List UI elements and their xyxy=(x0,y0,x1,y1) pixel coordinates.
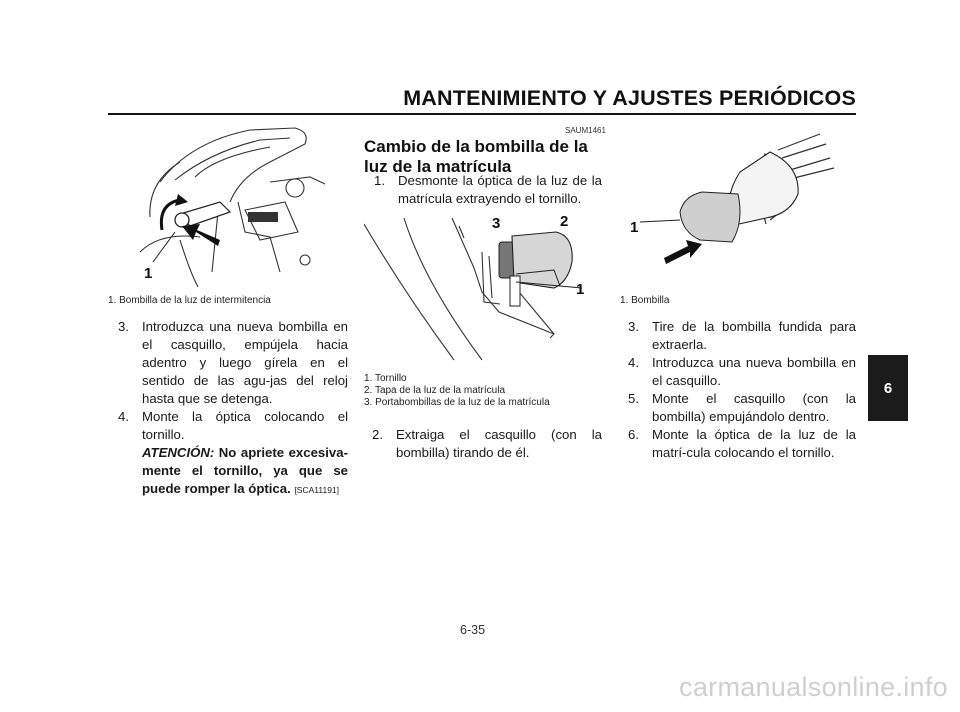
step-number: 6. xyxy=(628,427,639,442)
figure2-callout-1: 1 xyxy=(576,281,585,298)
figure1-caption xyxy=(108,295,271,307)
step-text: Monte la óptica de la luz de la matrí-cula colocando el tornillo. xyxy=(652,427,856,460)
list-item xyxy=(118,318,348,408)
figure-turn-signal xyxy=(120,122,350,290)
steps-middle-b xyxy=(372,426,602,462)
steps-middle-a xyxy=(374,172,602,208)
section-heading: Cambio de la bombilla de la luz de la matrícula xyxy=(364,137,588,176)
figure2-caption-item: 1. Tornillo xyxy=(364,373,407,384)
warning-notice xyxy=(142,444,348,499)
figure2-caption xyxy=(364,373,550,409)
figure2-caption-item: 2. Tapa de la luz de la matrícula xyxy=(364,385,506,396)
figure2-callout-3: 3 xyxy=(492,215,501,232)
chapter-tab: 6 xyxy=(868,355,908,421)
step-number: 2. xyxy=(372,427,383,442)
step-text: Desmonte la óptica de la luz de la matrícula extrayendo el tornillo. xyxy=(398,173,602,206)
figure3-caption-item: 1. Bombilla xyxy=(620,295,670,306)
page-title: MANTENIMIENTO Y AJUSTES PERIÓDICOS xyxy=(403,86,856,110)
step-number: 5. xyxy=(628,391,639,406)
list-item xyxy=(118,408,348,499)
figure2-caption-item: 3. Portabombillas de la luz de la matrícula xyxy=(364,397,550,408)
list-item xyxy=(374,172,602,208)
figure3-caption xyxy=(620,295,669,307)
step-number: 4. xyxy=(118,409,129,424)
list-item xyxy=(628,318,856,354)
figure1-callout-1: 1 xyxy=(144,265,153,282)
figure1-caption-item: 1. Bombilla de la luz de intermitencia xyxy=(108,295,271,306)
watermark-link[interactable]: carmanualsonline.info xyxy=(679,672,948,702)
warning-lead: ATENCIÓN: xyxy=(142,445,215,460)
figure2-callout-2: 2 xyxy=(560,213,569,230)
list-item xyxy=(628,390,856,426)
figure-license-light xyxy=(364,212,604,362)
warning-body: No apriete excesiva-mente el tornillo, ya que se puede romper la óptica. xyxy=(142,445,348,496)
bulb-illustration xyxy=(620,122,860,290)
section-code: SAUM1461 xyxy=(565,126,606,135)
page-number: 6-35 xyxy=(460,623,486,637)
figure-bulb xyxy=(620,122,860,290)
turn-signal-illustration xyxy=(120,122,350,290)
title-rule xyxy=(108,113,856,115)
step-number: 3. xyxy=(628,319,639,334)
steps-right xyxy=(628,318,856,462)
step-text: Introduzca una nueva bombilla en el casquillo. xyxy=(652,355,856,388)
list-item xyxy=(628,354,856,390)
list-item xyxy=(372,426,602,462)
steps-left xyxy=(118,318,348,499)
figure3-callout-1: 1 xyxy=(630,219,639,236)
step-text: Monte el casquillo (con la bombilla) empujándolo dentro. xyxy=(652,391,856,424)
step-text: Introduzca una nueva bombilla en el casquillo, empújela hacia adentro y luego gírela en el sentido de las agu-jas del reloj hasta que se detenga. xyxy=(142,319,348,406)
step-number: 1. xyxy=(374,173,385,188)
step-number: 3. xyxy=(118,319,129,334)
step-text: Monte la óptica colocando el tornillo. xyxy=(142,409,348,442)
warning-code: [SCA11191] xyxy=(294,485,340,495)
step-text: Tire de la bombilla fundida para extraerla. xyxy=(652,319,856,352)
step-text: Extraiga el casquillo (con la bombilla) tirando de él. xyxy=(396,427,602,460)
license-light-illustration xyxy=(364,212,604,362)
step-number: 4. xyxy=(628,355,639,370)
list-item xyxy=(628,426,856,462)
